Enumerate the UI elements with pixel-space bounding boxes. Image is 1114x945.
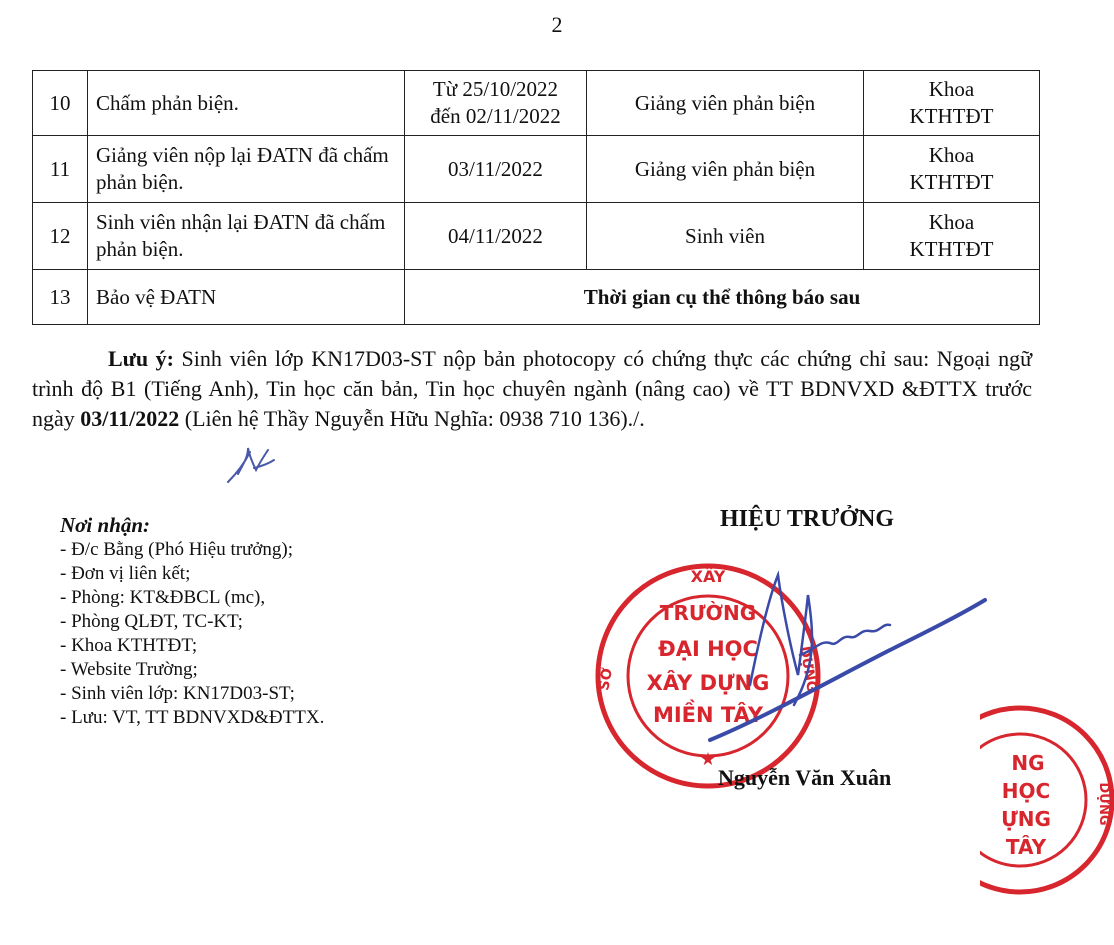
- list-item: - Đ/c Bằng (Phó Hiệu trưởng);: [60, 539, 294, 560]
- recipients-list: [60, 538, 324, 730]
- seal-line: ỰNG: [1001, 807, 1051, 831]
- row-number: 13: [33, 270, 88, 325]
- row-time: 03/11/2022: [405, 136, 587, 203]
- recipients-block: [60, 513, 324, 730]
- table-row: [33, 203, 1040, 270]
- row-time: [405, 71, 587, 136]
- page-number: 2: [551, 12, 563, 37]
- row-unit-line: KTHTĐT: [909, 170, 994, 194]
- list-item: - Website Trường;: [60, 659, 198, 680]
- table-row: [33, 270, 1040, 325]
- note-deadline: 03/11/2022: [80, 406, 180, 431]
- star-icon: ★: [699, 749, 717, 770]
- row-task: Giảng viên nộp lại ĐATN đã chấm phản biện.: [88, 136, 405, 203]
- recipients-heading: Nơi nhận:: [60, 513, 151, 537]
- row-unit-line: Khoa: [928, 77, 975, 101]
- seal-ring-right: DỰNG: [1096, 782, 1111, 826]
- seal-line: XÂY DỰNG: [646, 671, 770, 695]
- list-item: - Khoa KTHTĐT;: [60, 635, 198, 656]
- schedule-table: [32, 70, 1040, 325]
- row-task: Sinh viên nhận lại ĐATN đã chấm phản biện.: [88, 203, 405, 270]
- row-task: Chấm phản biện.: [88, 71, 405, 136]
- list-item: - Đơn vị liên kết;: [60, 563, 191, 584]
- row-responsible: Sinh viên: [587, 203, 864, 270]
- row-responsible: Giảng viên phản biện: [587, 136, 864, 203]
- signer-title: HIỆU TRƯỞNG: [720, 506, 895, 532]
- row-unit: [864, 71, 1040, 136]
- note-label: Lưu ý:: [108, 346, 174, 371]
- row-unit: [864, 203, 1040, 270]
- note-text: (Liên hệ Thầy Nguyễn Hữu Nghĩa: 0938 710 136)./.: [179, 406, 645, 431]
- seal-ring-right: DỰNG: [796, 645, 820, 694]
- seal-line: HỌC: [1001, 779, 1051, 803]
- seal-line: TRƯỜNG: [659, 601, 757, 625]
- signer-name: Nguyễn Văn Xuân: [718, 765, 892, 790]
- seal-line: MIỀN TÂY: [652, 703, 764, 727]
- row-responsible: Giảng viên phản biện: [587, 71, 864, 136]
- seal-line: ĐẠI HỌC: [658, 637, 758, 661]
- list-item: - Lưu: VT, TT BDNVXD&ĐTTX.: [60, 707, 325, 728]
- seal-line: NG: [1011, 751, 1045, 775]
- table-row: [33, 71, 1040, 136]
- row-number: 12: [33, 203, 88, 270]
- row-time: 04/11/2022: [405, 203, 587, 270]
- seal-ring-top: XÂY: [690, 567, 726, 586]
- row-time-line: đến 02/11/2022: [430, 104, 561, 128]
- handwritten-signature: [690, 555, 990, 755]
- row-unit-line: KTHTĐT: [909, 237, 994, 261]
- partial-seal: [980, 700, 1114, 900]
- row-number: 11: [33, 136, 88, 203]
- row-time-line: Từ 25/10/2022: [432, 77, 559, 101]
- table-row: [33, 136, 1040, 203]
- list-item: - Sinh viên lớp: KN17D03-ST;: [60, 683, 295, 704]
- list-item: - Phòng: KT&ĐBCL (mc),: [60, 587, 266, 608]
- note-text: Sinh viên lớp KN17D03-ST nộp bản photocopy có chứng thực các chứng chỉ sau: Ngoại ngữ trình độ B1 (Tiếng Anh), Tin học căn bản, Tin học chuyên ngành (nâng cao) về TT BDNVXD &ĐTTX trước ngày: [32, 346, 1033, 431]
- row-unit-line: Khoa: [928, 143, 975, 167]
- seal-ring-left: SỞ: [596, 666, 616, 692]
- row-unit-line: Khoa: [928, 210, 975, 234]
- row-task: Bảo vệ ĐATN: [88, 270, 405, 325]
- row-unit: [864, 136, 1040, 203]
- row-merged-note: Thời gian cụ thể thông báo sau: [405, 270, 1040, 325]
- seal-line: TÂY: [1005, 835, 1047, 859]
- initials-paraph: [224, 444, 276, 486]
- row-unit-line: KTHTĐT: [909, 104, 994, 128]
- list-item: - Phòng QLĐT, TC-KT;: [60, 611, 243, 632]
- note-paragraph: [32, 344, 1032, 434]
- row-number: 10: [33, 71, 88, 136]
